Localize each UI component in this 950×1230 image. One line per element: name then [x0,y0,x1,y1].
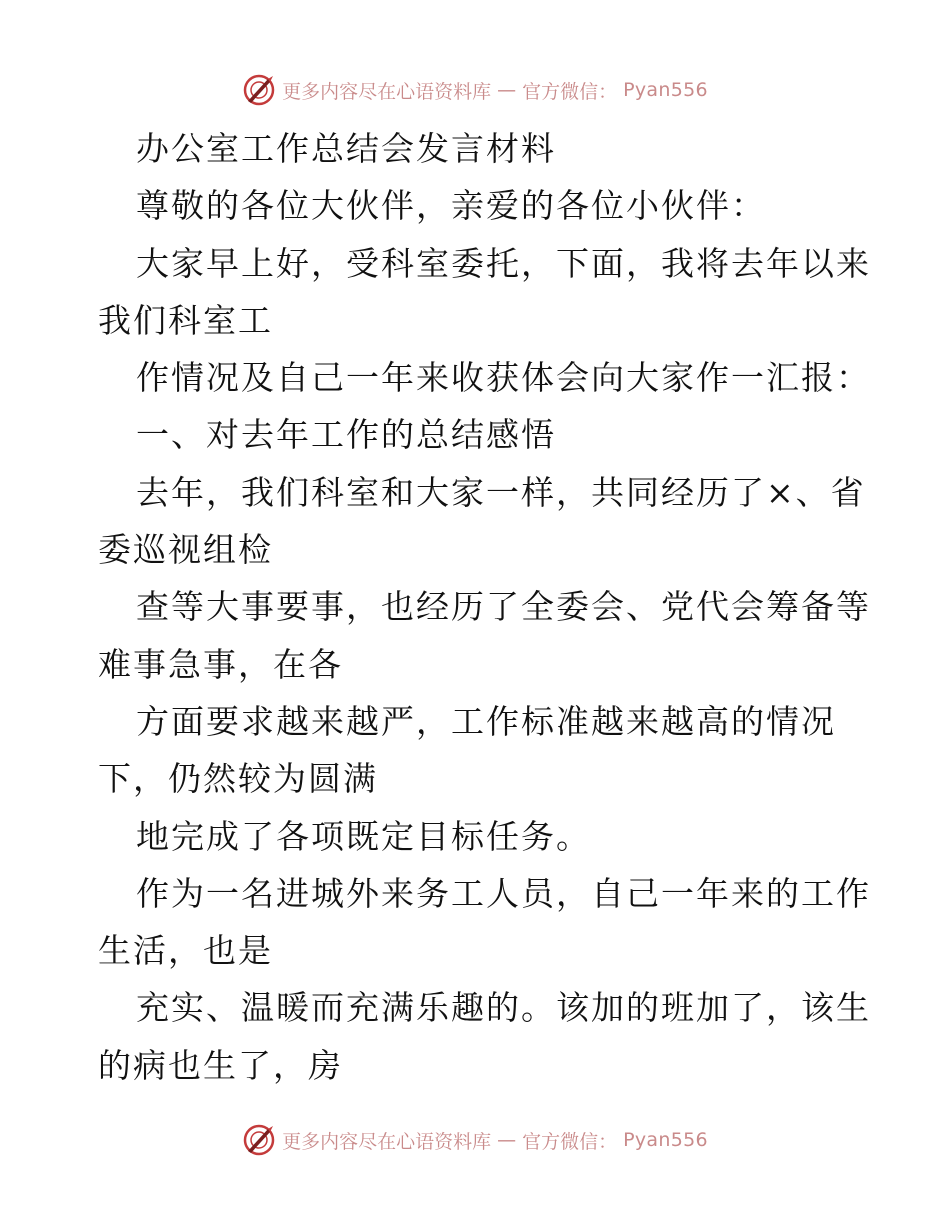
watermark-header [0,70,950,110]
salutation-line: 尊敬的各位大伙伴，亲爱的各位小伙伴： [136,186,766,226]
paragraph-line: 方面要求越来越严，工作标准越来越高的情况 [136,701,836,741]
watermark-contact-label: 官方微信： [522,1130,618,1153]
paragraph-line: 地完成了各项既定目标任务。 [136,816,591,856]
watermark-contact-id: Pyan556 [623,1129,708,1151]
paragraph-line: 我们科室工 [98,300,273,340]
paragraph-line: 生活，也是 [98,931,273,971]
paragraph-line: 大家早上好，受科室委托，下面，我将去年以来 [136,243,871,283]
watermark-contact-id: Pyan556 [623,79,708,101]
document-body [98,120,871,1094]
watermark-separator: — [497,1129,517,1151]
watermark-footer [0,1120,950,1160]
paragraph-line: 查等大事要事，也经历了全委会、党代会筹备等 [136,587,871,627]
watermark-text: 更多内容尽在心语资料库 [282,1130,492,1153]
quill-logo-icon [242,73,276,107]
paragraph-line: 的病也生了，房 [98,1045,343,1085]
document-title: 办公室工作总结会发言材料 [136,129,556,168]
paragraph-line: 作为一名进城外来务工人员，自己一年来的工作 [136,873,871,913]
paragraph-line: 充实、温暖而充满乐趣的。该加的班加了，该生 [136,988,871,1028]
paragraph-line: 作情况及自己一年来收获体会向大家作一汇报： [136,358,871,398]
watermark-contact-label: 官方微信： [522,80,618,103]
paragraph-line: 委巡视组检 [98,530,273,570]
section-heading: 一、对去年工作的总结感悟 [136,415,556,455]
paragraph-line: 去年，我们科室和大家一样，共同经历了×、省 [136,472,866,512]
paragraph-line: 下，仍然较为圆满 [98,759,378,799]
watermark-text: 更多内容尽在心语资料库 [282,80,492,103]
watermark-separator: — [497,79,517,101]
paragraph-line: 难事急事，在各 [98,644,343,684]
quill-logo-icon [242,1123,276,1157]
